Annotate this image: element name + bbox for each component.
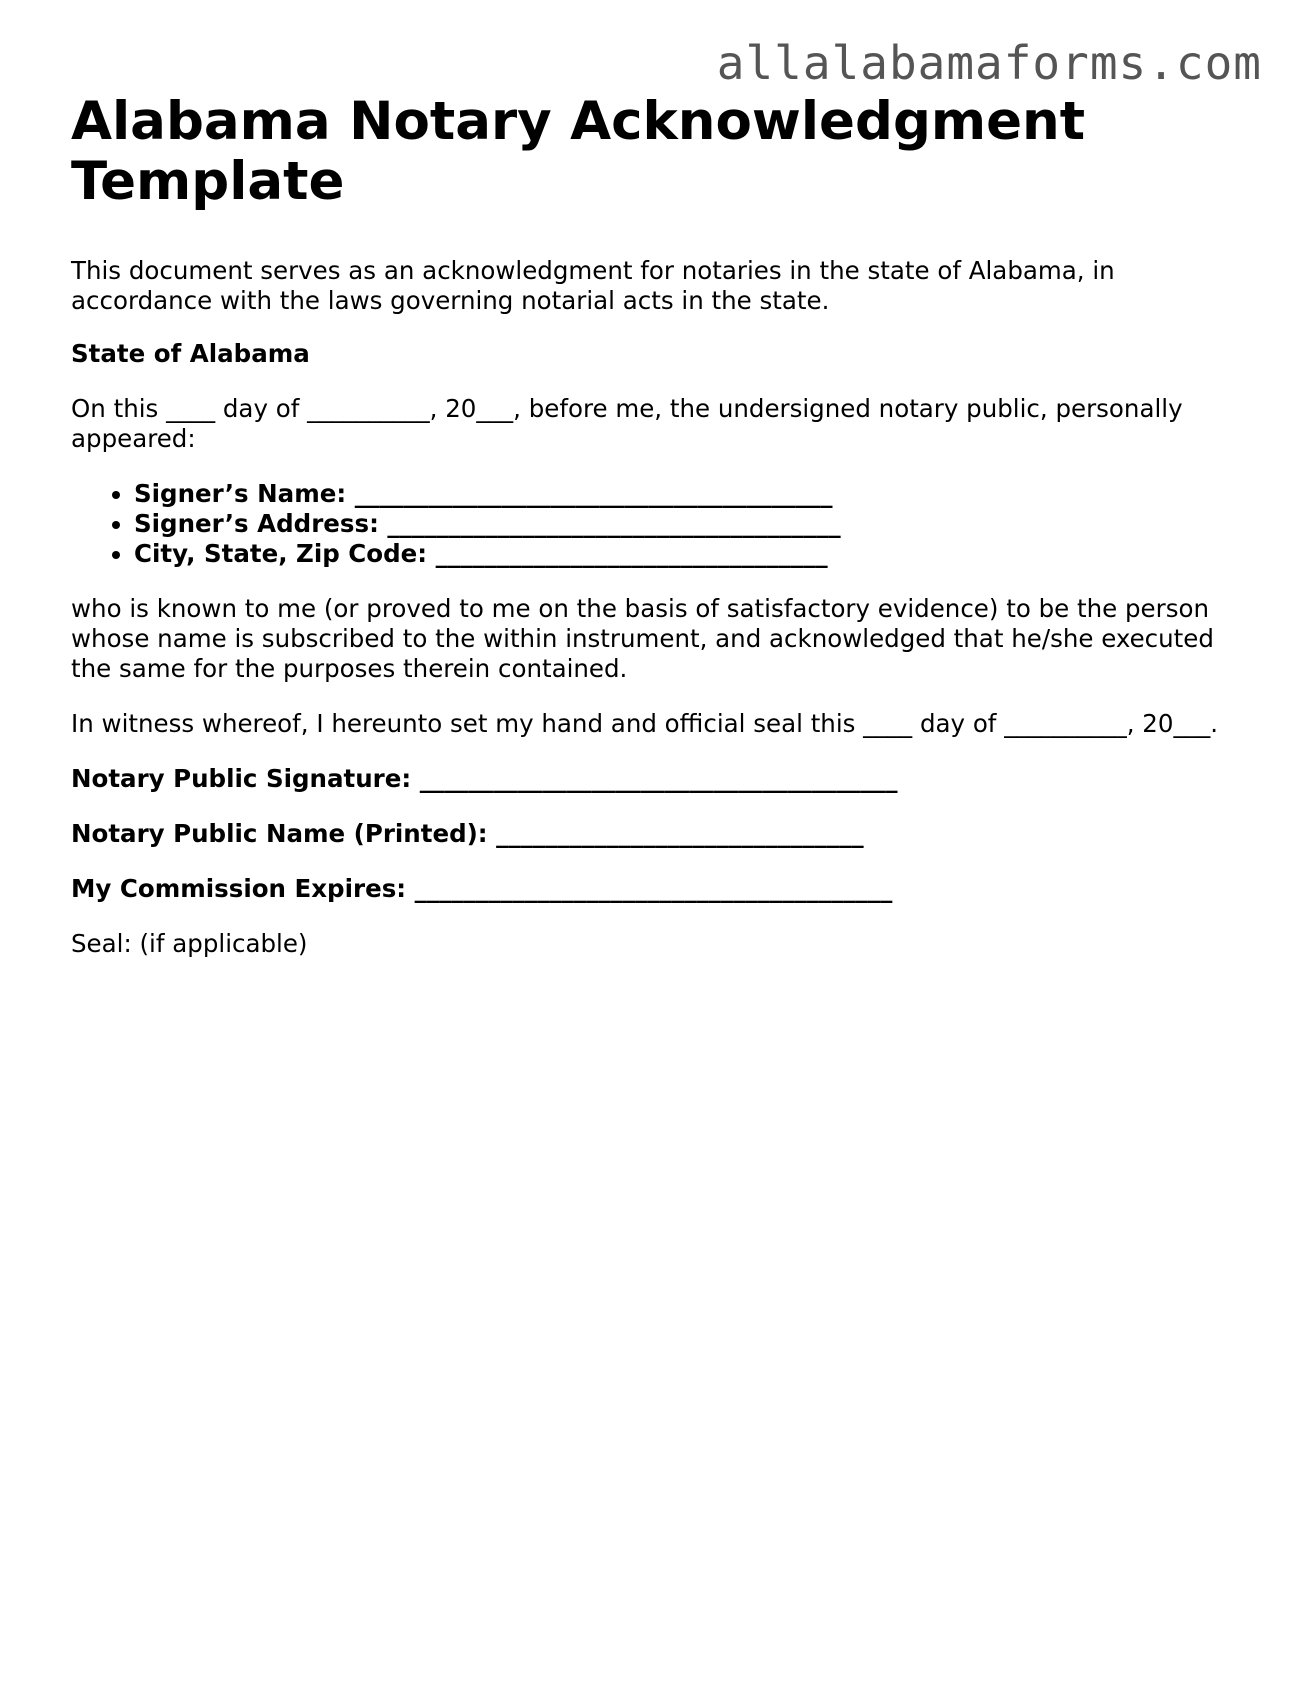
field-label: Signer’s Address: <box>134 509 388 538</box>
field-blank: ______________________________ <box>496 819 864 848</box>
field-label: Signer’s Name: <box>134 479 355 508</box>
commission-expires-field <box>71 874 1241 904</box>
field-blank: _______________________________________ <box>414 874 893 903</box>
field-label: Notary Public Name (Printed): <box>71 819 497 848</box>
field-blank: _____________________________________ <box>387 509 841 538</box>
field-blank: ________________________________ <box>435 539 828 568</box>
city-state-zip-field <box>134 539 1241 569</box>
intro-paragraph: This document serves as an acknowledgment for notaries in the state of Alabama, in accordance with the laws governing notarial acts in the state. <box>71 256 1115 315</box>
document-title: Alabama Notary Acknowledgment Template <box>71 91 1086 212</box>
field-blank: _______________________________________ <box>419 764 898 793</box>
watermark-site-name: allalabamaforms.com <box>716 36 1262 90</box>
seal-note: Seal: (if applicable) <box>71 929 308 958</box>
notary-printed-name-field <box>71 819 1241 849</box>
state-heading: State of Alabama <box>71 339 310 368</box>
field-label: City, State, Zip Code: <box>134 539 436 568</box>
field-label: My Commission Expires: <box>71 874 415 903</box>
signer-fields-list <box>71 479 1241 569</box>
signer-address-field <box>134 509 1241 539</box>
witness-paragraph: In witness whereof, I hereunto set my hand and official seal this ____ day of __________, 20___. <box>71 709 1219 738</box>
signer-name-field <box>134 479 1241 509</box>
notary-signature-field <box>71 764 1241 794</box>
opening-paragraph: On this ____ day of __________, 20___, before me, the undersigned notary public, personally appeared: <box>71 394 1183 453</box>
field-blank: _______________________________________ <box>354 479 833 508</box>
document-page <box>71 92 1241 959</box>
known-to-me-paragraph: who is known to me (or proved to me on the basis of satisfactory evidence) to be the person whose name is subscribed to the within instrument, and acknowledged that he/she executed the same for the purposes therein contained. <box>71 594 1214 683</box>
field-label: Notary Public Signature: <box>71 764 420 793</box>
